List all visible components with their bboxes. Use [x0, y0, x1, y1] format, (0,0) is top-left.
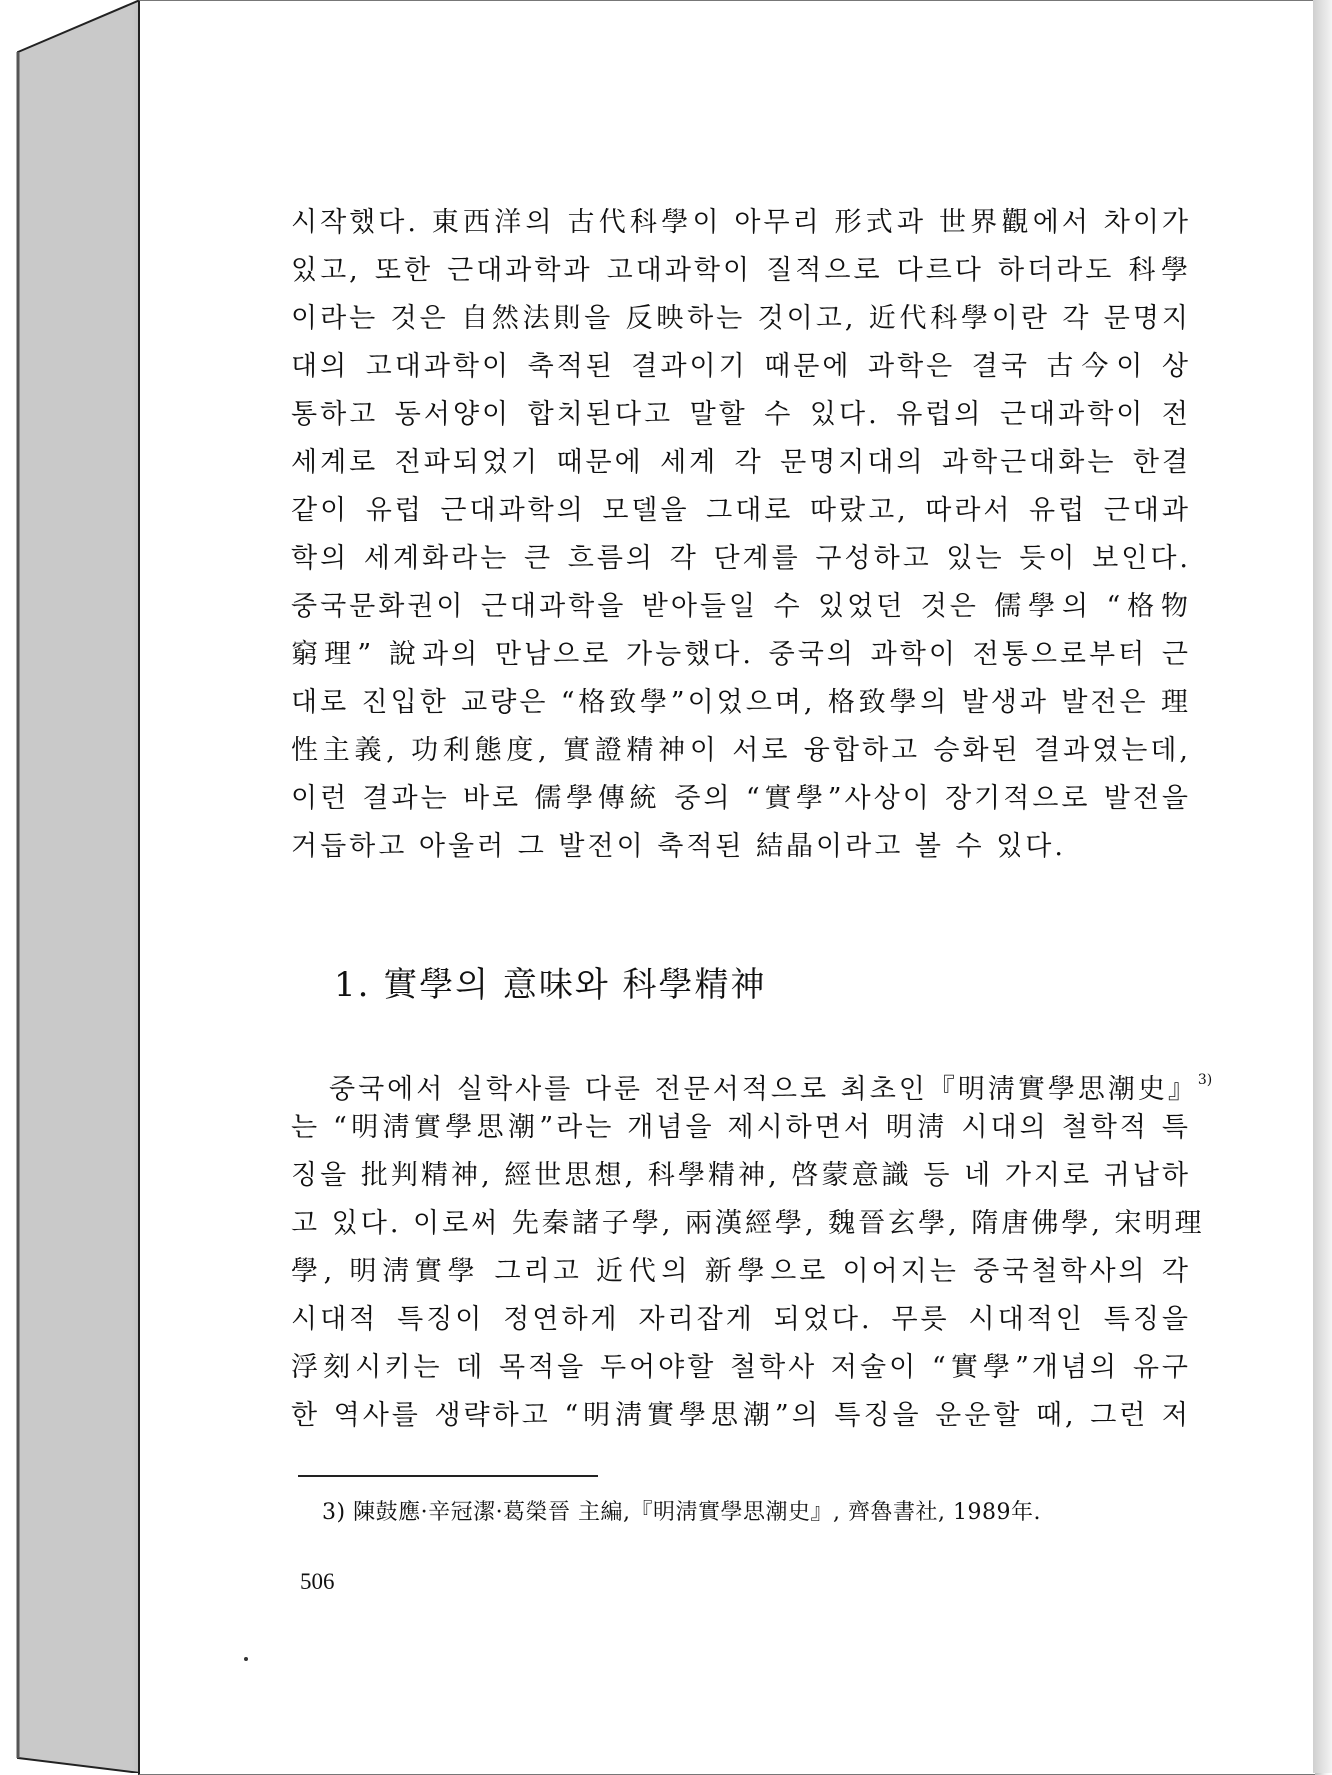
text-line: 이런 결과는 바로 儒學傳統 중의 “實學”사상이 장기적으로 발전을: [291, 783, 1191, 814]
text-line: 징을 批判精神, 經世思想, 科學精神, 啓蒙意識 등 네 가지로 귀납하: [291, 1160, 1191, 1191]
section-paragraph: [291, 1056, 1213, 1440]
page-number: 506: [300, 1569, 335, 1594]
text-line: 대로 진입한 교량은 “格致學”이었으며, 格致學의 발생과 발전은 理: [291, 687, 1191, 718]
section-heading: 1. 實學의 意味와 科學精神: [334, 965, 767, 1005]
text-line: 시대적 특징이 정연하게 자리잡게 되었다. 무릇 시대적인 특징을: [291, 1304, 1191, 1335]
book-spine: [0, 0, 140, 1773]
text-line: 시작했다. 東西洋의 古代科學이 아무리 形式과 世界觀에서 차이가: [291, 207, 1191, 238]
page-edge-shadow: [1313, 0, 1332, 1773]
footnote: 3) 陳鼓應·辛冠潔·葛榮晉 主編,『明淸實學思潮史』, 齊魯書社, 1989年.: [322, 1500, 1042, 1525]
text-line-content: 중국에서 실학사를 다룬 전문서적으로 최초인『明淸實學思潮史』: [329, 1074, 1198, 1105]
text-line: 통하고 동서양이 합치된다고 말할 수 있다. 유럽의 근대과학이 전: [291, 399, 1191, 430]
text-line: 窮理” 說과의 만남으로 가능했다. 중국의 과학이 전통으로부터 근: [291, 639, 1191, 670]
text-line: [291, 1056, 1213, 1105]
text-line: 있고, 또한 근대과학과 고대과학이 질적으로 다르다 하더라도 科學: [291, 255, 1191, 286]
text-line: 學, 明淸實學 그리고 近代의 新學으로 이어지는 중국철학사의 각: [291, 1256, 1191, 1287]
text-line: 대의 고대과학이 축적된 결과이기 때문에 과학은 결국 古今이 상: [291, 351, 1191, 382]
scan-speck: [244, 1657, 248, 1661]
body-paragraph: [291, 199, 1191, 871]
text-line: 고 있다. 이로써 先秦諸子學, 兩漢經學, 魏晉玄學, 隋唐佛學, 宋明理: [291, 1208, 1205, 1239]
text-line: 중국문화권이 근대과학을 받아들일 수 있었던 것은 儒學의 “格物: [291, 591, 1191, 622]
text-line: 같이 유럽 근대과학의 모델을 그대로 따랐고, 따라서 유럽 근대과: [291, 495, 1191, 526]
text-line: 浮刻시키는 데 목적을 두어야할 철학사 저술이 “實學”개념의 유구: [291, 1352, 1191, 1383]
text-line: 는 “明淸實學思潮”라는 개념을 제시하면서 明淸 시대의 철학적 특: [291, 1112, 1191, 1143]
text-line: 거듭하고 아울러 그 발전이 축적된 結晶이라고 볼 수 있다.: [291, 831, 1066, 862]
text-line: 한 역사를 생략하고 “明淸實學思潮”의 특징을 운운할 때, 그런 저: [291, 1400, 1191, 1431]
footnote-divider: [298, 1475, 598, 1477]
text-line: 세계로 전파되었기 때문에 세계 각 문명지대의 과학근대화는 한결: [291, 447, 1191, 478]
text-line: 이라는 것은 自然法則을 反映하는 것이고, 近代科學이란 각 문명지: [291, 303, 1191, 334]
text-line: 性主義, 功利態度, 實證精神이 서로 융합하고 승화된 결과였는데,: [291, 735, 1191, 766]
footnote-reference: 3): [1197, 1072, 1213, 1088]
text-line: 학의 세계화라는 큰 흐름의 각 단계를 구성하고 있는 듯이 보인다.: [291, 543, 1191, 574]
